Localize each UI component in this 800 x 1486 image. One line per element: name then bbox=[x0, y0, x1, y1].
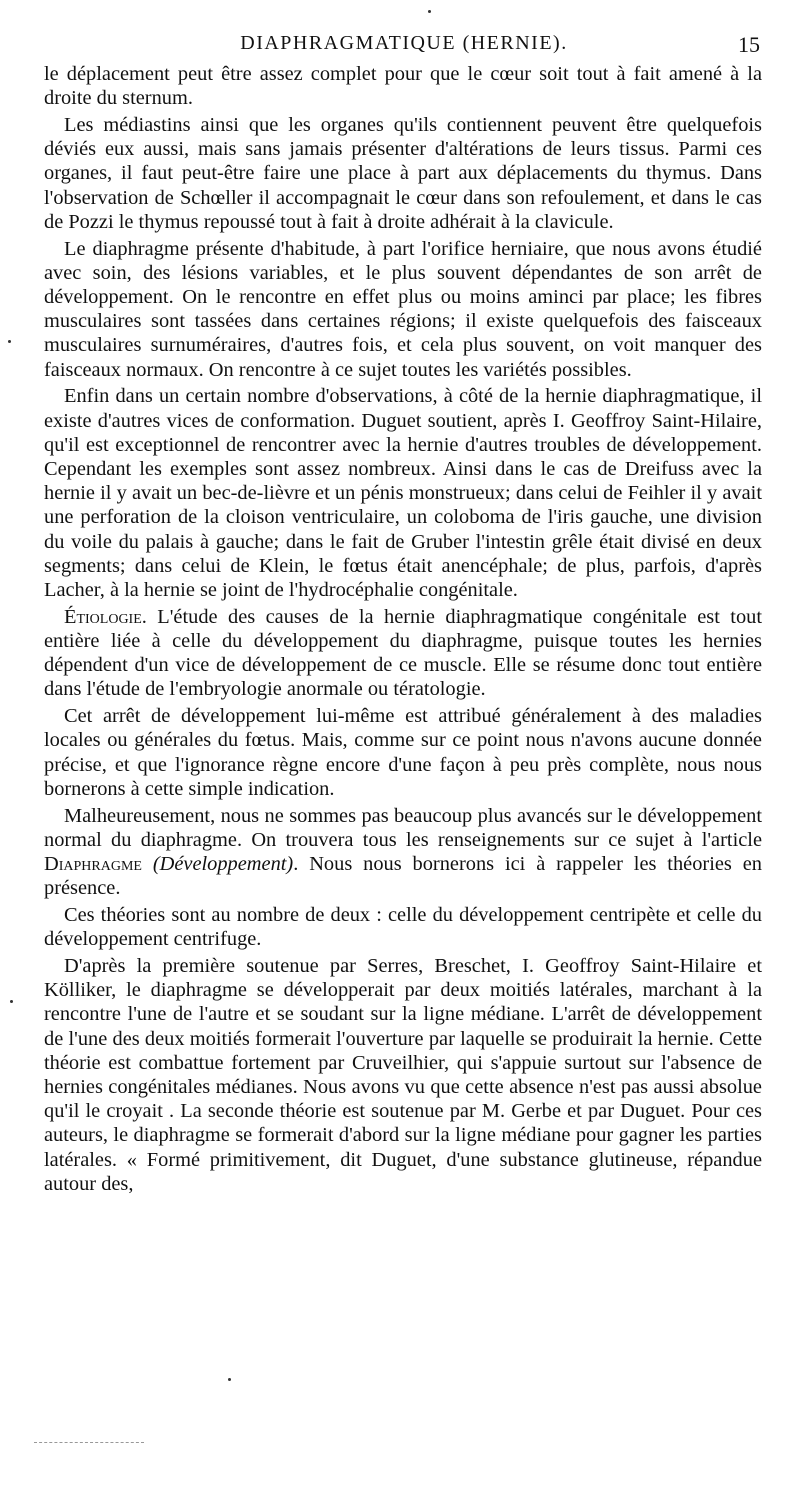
paragraph-premiere-theorie: D'après la première soutenue par Serres, Breschet, I. Geoffroy Saint-Hilaire et Kölliker, le diaphragme se développerait par deux moitiés latérales, marchant à la rencontre l'une de l'autre et se soudant sur la ligne médiane. L'arrêt de développement de l'une des deux moitiés formerait l'ouverture par laquelle se produirait la hernie. Cette théorie est combattue fortement par Cruveilhier, qui s'appuie surtout sur l'absence de hernies congénitales médianes. Nous avons vu que cette absence n'est pas aussi absolue qu'il le croyait . La seconde théorie est soutenue par M. Gerbe et par Duguet. Pour ces auteurs, le diaphragme se formerait d'abord sur la ligne médiane pour gagner les parties latérales. « Formé primitivement, dit Duguet, d'une substance glutineuse, répandue autour des, bbox=[44, 955, 762, 1195]
paragraph-etiologie bbox=[44, 605, 762, 702]
paragraph-text-after: . Nous nous bornerons ici à rappeler les théories en présence. bbox=[44, 853, 762, 900]
body-text bbox=[44, 62, 762, 1199]
article-subtitle: (Développement) bbox=[152, 853, 294, 876]
page-number: 15 bbox=[738, 32, 760, 57]
print-speck bbox=[428, 10, 431, 13]
page-header bbox=[44, 28, 764, 58]
print-speck bbox=[228, 1378, 231, 1381]
print-speck bbox=[8, 340, 11, 343]
paragraph-theories: Ces théories sont au nombre de deux : celle du développement centripète et celle du développement centrifuge. bbox=[44, 904, 762, 951]
paragraph-diaphragme-lesions: Le diaphragme présente d'habitude, à part l'orifice herniaire, que nous avons étudié avec soin, des lésions variables, et le plus souvent dépendantes de son arrêt de développement. On le rencontre en effet plus ou moins aminci par place; les fibres musculaires sont tassées dans certaines régions; il existe quelquefois des faisceaux musculaires surnuméraires, d'autres fois, et cela plus souvent, on voit manquer des faisceaux normaux. On rencontre à ce sujet toutes les variétés possibles. bbox=[44, 237, 762, 381]
article-reference: Diaphragme bbox=[44, 853, 142, 876]
print-speck bbox=[10, 1000, 13, 1003]
footer-rule bbox=[34, 1442, 144, 1443]
paragraph-etiologie-text: L'étude des causes de la hernie diaphragmatique congénitale est tout entière liée à celle du développement du diaphragme, puisque toutes les hernies dépendent d'un vice de développement de ce muscle. Elle se résume donc tout entière dans l'étude de l'embryologie anormale ou tératologie. bbox=[44, 605, 762, 701]
running-title: DIAPHRAGMATIQUE (HERNIE). bbox=[240, 32, 568, 54]
paragraph-vices-conformation: Enfin dans un certain nombre d'observations, à côté de la hernie diaphragmatique, il existe d'autres vices de conformation. Duguet soutient, après I. Geoffroy Saint-Hilaire, qu'il est exceptionnel de rencontrer avec la hernie d'autres troubles de développement. Cependant les exemples sont assez nombreux. Ainsi dans le cas de Dreifuss avec la hernie il y avait un bec-de-lièvre et un pénis monstrueux; dans celui de Feihler il y avait une perforation de la cloison ventriculaire, un coloboma de l'iris gauche, une division du voile du palais à gauche; dans le fait de Gruber l'intestin grêle était divisé en deux segments; dans celui de Klein, le fœtus était anencéphale; de plus, parfois, d'après Lacher, à la hernie se joint de l'hydrocéphalie congénitale. bbox=[44, 385, 762, 602]
paragraph-mediastins: Les médiastins ainsi que les organes qu'ils contiennent peuvent être quelquefois déviés eux aussi, mais sans jamais présenter d'altérations de leurs tissus. Parmi ces organes, il faut peut-être faire une place à part aux déplacements du thymus. Dans l'observation de Schœller il accompagnait le cœur dans son refoulement, et dans le cas de Pozzi le thymus repoussé tout à fait à droite adhérait à la clavicule. bbox=[44, 114, 762, 233]
section-heading-etiologie: Étiologie. bbox=[64, 605, 147, 628]
paragraph-developpement-normal bbox=[44, 804, 762, 901]
paragraph-continuation: le déplacement peut être assez complet pour que le cœur soit tout à fait amené à la droite du sternum. bbox=[44, 63, 762, 110]
paragraph-text-before: Malheureusement, nous ne sommes pas beaucoup plus avancés sur le développement normal du diaphragme. On trouvera tous les renseignements sur ce sujet à l'article bbox=[44, 804, 762, 851]
paragraph-arret-developpement: Cet arrêt de développement lui-même est attribué généralement à des maladies locales ou générales du fœtus. Mais, comme sur ce point nous n'avons aucune donnée précise, et que l'ignorance règne encore d'une façon à peu près complète, nous nous bornerons à cette simple indication. bbox=[44, 705, 762, 800]
